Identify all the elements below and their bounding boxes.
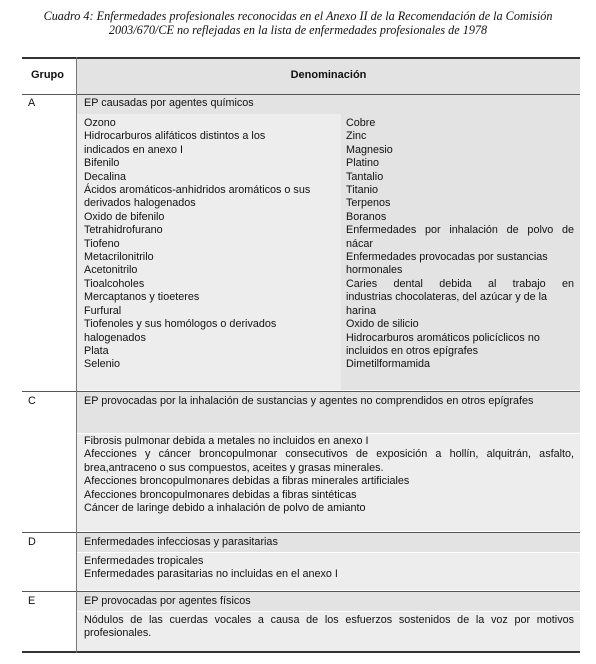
- list-item: brea,antraceno o sus compuestos, aceites y grasas minerales.: [84, 461, 384, 474]
- list-item: Furfural: [84, 304, 122, 317]
- table-caption: [4, 9, 592, 37]
- list-item: Bifenilo: [84, 157, 120, 170]
- group-d-list: [84, 555, 574, 582]
- top-rule: [22, 57, 580, 59]
- list-item: Afecciones broncopulmonares debidas a fibras minerales artificiales: [84, 475, 410, 488]
- group-code-c: C: [28, 395, 36, 407]
- diseases-table: [22, 57, 580, 653]
- group-rule-e: [22, 591, 580, 592]
- group-a-left-list: [84, 117, 336, 372]
- list-item: Caries dental debida al trabajo en: [346, 277, 574, 290]
- list-item: Enfermedades provocadas por sustancias: [346, 251, 548, 264]
- list-item: Tantalio: [346, 170, 384, 183]
- list-item: harina: [346, 304, 377, 317]
- group-code-d: D: [28, 536, 36, 548]
- bottom-rule: [22, 651, 580, 653]
- list-item: Ácidos aromáticos-anhidridos aromáticos o sus: [84, 184, 311, 197]
- list-item: Decalina: [84, 170, 127, 183]
- list-item: Oxido de bifenilo: [84, 210, 165, 223]
- list-item: Tiofenoles y sus homólogos o derivados: [84, 318, 277, 331]
- list-item: Hidrocarburos alifáticos distintos a los: [84, 130, 266, 143]
- list-item: industrias chocolateras, del azúcar y de la: [346, 291, 548, 304]
- list-item: Selenio: [84, 358, 121, 371]
- list-item: Fibrosis pulmonar debida a metales no incluidos en anexo I: [84, 435, 369, 447]
- group-code-a: A: [28, 97, 36, 109]
- list-item: profesionales.: [84, 627, 152, 640]
- list-item: Cáncer de laringe debido a inhalación de polvo de amianto: [84, 502, 366, 515]
- list-item: nácar: [346, 237, 374, 250]
- list-item: Tiofeno: [84, 237, 120, 250]
- list-item: Hidrocarburos aromáticos policíclicos no: [346, 331, 540, 344]
- list-item: Enfermedades por inhalación de polvo de: [346, 224, 574, 237]
- header-rule: [22, 94, 580, 95]
- list-item: derivados halogenados: [84, 197, 196, 210]
- list-item: halogenados: [84, 331, 146, 344]
- group-e-list: [84, 614, 574, 641]
- list-item: Zinc: [346, 130, 367, 143]
- list-item: Nódulos de las cuerdas vocales a causa de los esfuerzos sostenidos de la voz por motivos: [84, 614, 574, 626]
- list-item: Ozono: [84, 117, 116, 129]
- group-c-category: EP provocadas por la inhalación de sustancias y agentes no comprendidos en otros epígrafes: [84, 395, 534, 407]
- list-item: Platino: [346, 157, 380, 170]
- list-item: Metacrilonitrilo: [84, 251, 154, 264]
- list-item: hormonales: [346, 264, 403, 277]
- column-divider: [76, 57, 77, 653]
- header-grupo: Grupo: [31, 69, 64, 81]
- list-item: Tetrahidrofurano: [84, 224, 163, 237]
- list-item: Afecciones broncopulmonares debidas a fibras sintéticas: [84, 488, 357, 501]
- list-item: Terpenos: [346, 197, 391, 210]
- group-a-category: EP causadas por agentes químicos: [84, 97, 254, 109]
- group-rule-d: [22, 532, 580, 533]
- caption-line-2: 2003/670/CE no reflejadas en la lista de enfermedades profesionales de 1978: [108, 23, 488, 37]
- list-item: Plata: [84, 344, 109, 357]
- list-item: Titanio: [346, 184, 379, 197]
- list-item: Oxido de silicio: [346, 318, 419, 331]
- group-c-list: [84, 435, 574, 515]
- header-denominacion: Denominación: [290, 69, 367, 81]
- list-item: indicados en anexo I: [84, 143, 184, 156]
- list-item: Magnesio: [346, 143, 393, 156]
- group-e-category: EP provocadas por agentes físicos: [84, 595, 251, 607]
- list-item: Cobre: [346, 117, 376, 129]
- list-item: Boranos: [346, 210, 387, 223]
- list-item: Enfermedades tropicales: [84, 555, 204, 567]
- list-item: incluidos en otros epígrafes: [346, 344, 479, 357]
- list-item: Mercaptanos y tioeteres: [84, 291, 200, 304]
- list-item: Dimetilformamida: [346, 358, 430, 371]
- caption-line-1: Cuadro 4: Enfermedades profesionales reconocidas en el Anexo II de la Recomendación de la Comisión: [43, 9, 553, 23]
- group-d-category: Enfermedades infecciosas y parasitarias: [84, 536, 278, 548]
- list-item: Enfermedades parasitarias no incluidas en el anexo I: [84, 568, 338, 581]
- group-rule-c: [22, 391, 580, 392]
- group-a-right-list: [346, 117, 574, 372]
- list-item: Afecciones y cáncer broncopulmonar consecutivos de exposición a hollín, alquitrán, asfalto,: [84, 448, 574, 461]
- list-item: Tioalcoholes: [84, 277, 145, 290]
- list-item: Acetonitrilo: [84, 264, 138, 277]
- group-code-e: E: [28, 595, 36, 607]
